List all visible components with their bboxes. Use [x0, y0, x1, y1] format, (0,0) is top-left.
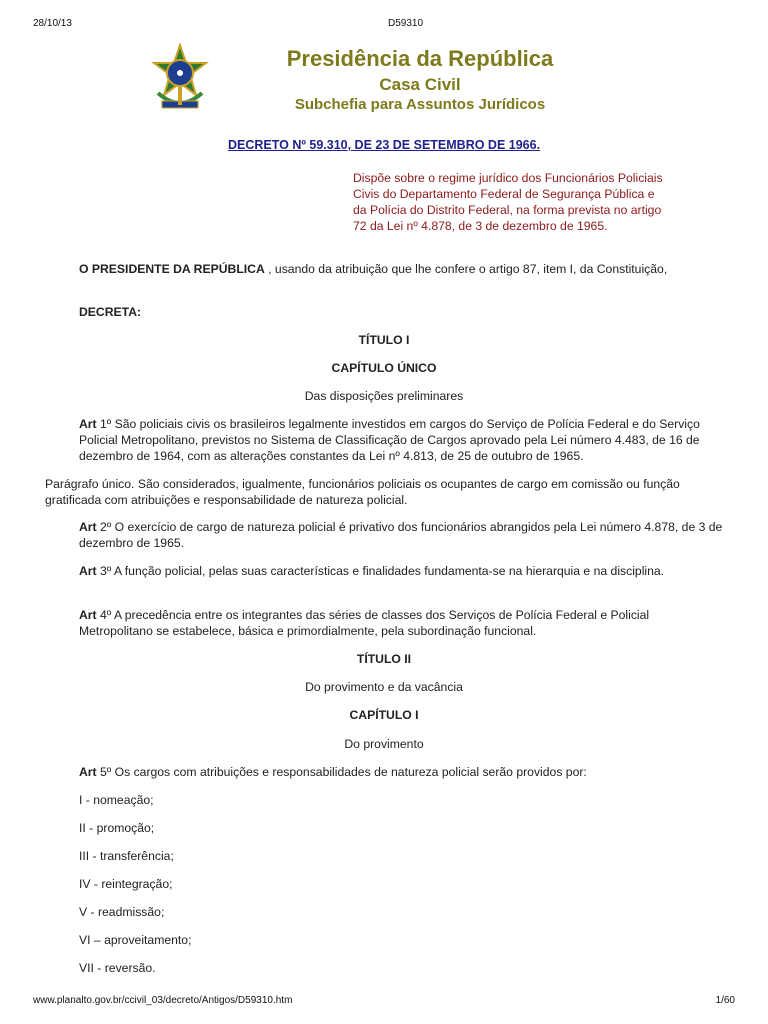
list-item: VII - reversão.	[79, 961, 156, 975]
art-2-text: 2º O exercício de cargo de natureza policial é privativo dos funcionários abrangidos pela Lei número 4.878, de 3 de dezembro de 1965.	[79, 520, 723, 550]
art-5	[45, 764, 725, 780]
list-item: II - promoção;	[79, 821, 155, 835]
art-4	[45, 607, 725, 639]
ementa: Dispõe sobre o regime jurídico dos Funcionários Policiais Civis do Departamento Federal de Segurança Pública e da Polícia do Distrito Federal, na forma prevista no artigo 72 da Lei nº 4.878, de 3 de dezembro de 1965.	[353, 171, 663, 233]
art-4-label: Art	[79, 608, 97, 622]
art-5-text: 5º Os cargos com atribuições e responsabilidades de natureza policial serão providos por:	[96, 765, 587, 779]
decreta: DECRETA:	[79, 305, 142, 319]
art-1-label: Art	[79, 417, 97, 431]
preamble	[45, 261, 725, 277]
art-3-text: 3º A função policial, pelas suas características e finalidades fundamenta-se na hierarquia e na disciplina.	[96, 564, 665, 578]
print-doc-title: D59310	[388, 18, 424, 29]
provimento-vacancia: Do provimento e da vacância	[305, 680, 463, 694]
masthead-casa-civil: Casa Civil	[379, 75, 461, 94]
list-item: III - transferência;	[79, 849, 174, 863]
art-1-text: 1º São policiais civis os brasileiros legalmente investidos em cargos do Serviço de Polícia Federal e do Serviço Policial Metropolitano, previstos no Sistema de Classificação de Cargos aprovado pela Lei número 4.483, de 16 de dezembro de 1964, com as alterações constantes da Lei nº 4.813, de 25 de outubro de 1965.	[79, 417, 700, 463]
art-4-text: 4º A precedência entre os integrantes das séries de classes dos Serviços de Polícia Federal e Policial Metropolitano se estabelece, básica e primordialmente, pela subordinação funcional.	[79, 608, 650, 638]
art-5-label: Art	[79, 765, 97, 779]
disposicoes-preliminares: Das disposições preliminares	[304, 389, 464, 403]
list-item: IV - reintegração;	[79, 877, 173, 891]
print-url: www.planalto.gov.br/ccivil_03/decreto/Antigos/D59310.htm	[33, 995, 293, 1006]
capitulo-unico: CAPÍTULO ÚNICO	[331, 361, 437, 375]
do-provimento: Do provimento	[344, 737, 424, 751]
paragrafo-unico: Parágrafo único. São considerados, igualmente, funcionários policiais os ocupantes de cargo em comissão ou função gratificada com atribuições e responsabilidade de natureza policial.	[45, 477, 680, 507]
masthead-subchefia: Subchefia para Assuntos Jurídicos	[294, 96, 546, 113]
masthead-presidencia: Presidência da República	[286, 46, 554, 71]
capitulo-1: CAPÍTULO I	[349, 708, 419, 722]
page-number: 1/60	[715, 995, 735, 1006]
preamble-bold: O PRESIDENTE DA REPÚBLICA	[79, 262, 265, 276]
art-2-label: Art	[79, 520, 97, 534]
coat-of-arms-icon	[148, 43, 212, 115]
art-1	[45, 416, 725, 464]
art-3-label: Art	[79, 564, 97, 578]
list-item: VI – aproveitamento;	[79, 933, 192, 947]
preamble-rest: , usando da atribuição que lhe confere o artigo 87, item I, da Constituição,	[264, 262, 668, 276]
list-item: V - readmissão;	[79, 905, 165, 919]
titulo-2: TÍTULO II	[356, 652, 412, 666]
print-date: 28/10/13	[33, 18, 72, 29]
art-2	[45, 519, 725, 551]
titulo-1: TÍTULO I	[358, 333, 410, 347]
art-3	[45, 563, 725, 579]
list-item: I - nomeação;	[79, 793, 154, 807]
decree-title-link[interactable]: DECRETO Nº 59.310, DE 23 DE SETEMBRO DE 1966.	[227, 138, 541, 152]
